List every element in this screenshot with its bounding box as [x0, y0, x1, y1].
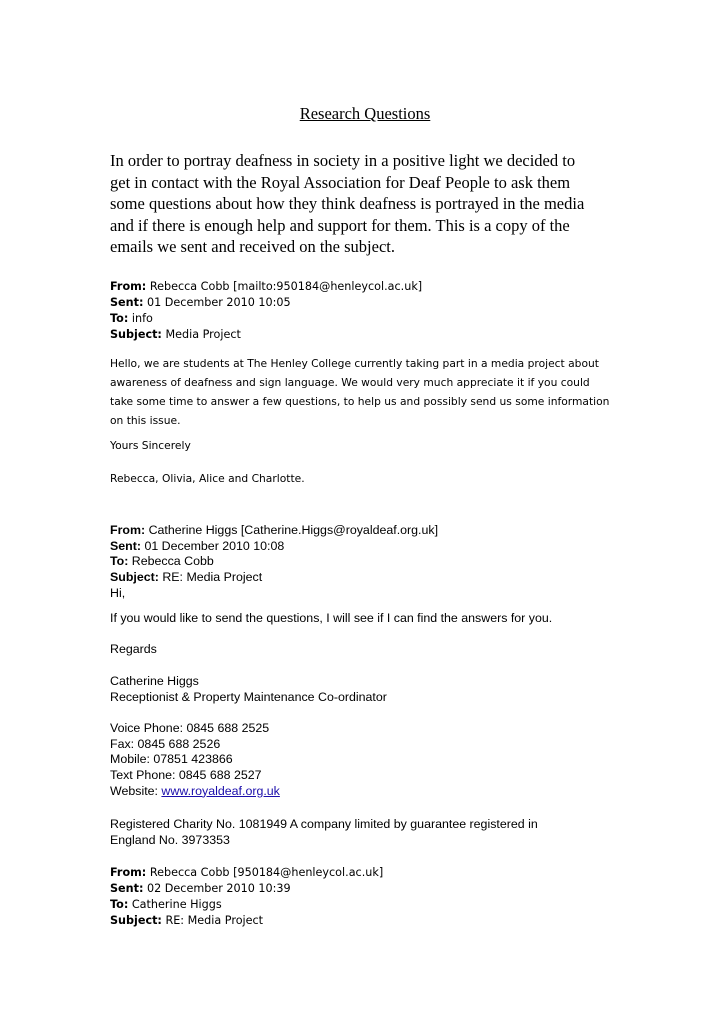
- email2-role: Receptionist & Property Maintenance Co-ordinator: [110, 689, 387, 704]
- email1-closing: Yours Sincerely: [110, 439, 191, 452]
- email3-to: To: Catherine Higgs: [110, 898, 222, 911]
- page-title: Research Questions: [299, 104, 431, 123]
- email2-text-phone: Text Phone: 0845 688 2527: [110, 768, 262, 783]
- email1-body-line: take some time to answer a few questions, to help us and possibly send us some information: [110, 395, 610, 408]
- email2-charity-block: [110, 817, 630, 848]
- email1-header: [110, 279, 630, 343]
- intro-line: get in contact with the Royal Association for Deaf People to ask them: [110, 172, 571, 192]
- email2-body: If you would like to send the questions, I will see if I can find the answers for you.: [110, 611, 553, 625]
- email2-mobile: Mobile: 07851 423866: [110, 752, 233, 767]
- email2-voice-phone: Voice Phone: 0845 688 2525: [110, 721, 270, 735]
- email1-to: To: info: [110, 312, 153, 325]
- website-link[interactable]: www.royaldeaf.org.uk: [161, 783, 280, 798]
- email2-regards: Regards: [110, 642, 157, 656]
- intro-line: In order to portray deafness in society in a positive light we decided to: [110, 151, 576, 170]
- intro-line: some questions about how they think deafness is portrayed in the media: [110, 194, 585, 214]
- email1-subject: Subject: Media Project: [110, 328, 241, 341]
- email1-sent: Sent: 01 December 2010 10:05: [110, 296, 291, 309]
- email1-body-line: on this issue.: [110, 414, 181, 427]
- email3-sent: Sent: 02 December 2010 10:39: [110, 882, 291, 895]
- intro-paragraph: [110, 150, 630, 258]
- email3-subject: Subject: RE: Media Project: [110, 914, 264, 927]
- email2-contact-block: [110, 721, 630, 800]
- email2-sent: Sent: 01 December 2010 10:08: [110, 538, 285, 553]
- email2-from: From: Catherine Higgs [Catherine.Higgs@royaldeaf.org.uk]: [110, 523, 439, 537]
- email2-greeting: Hi,: [110, 585, 126, 600]
- intro-line: emails we sent and received on the subject.: [110, 237, 395, 257]
- charity-line: England No. 3973353: [110, 832, 230, 847]
- email1-body: [110, 354, 630, 430]
- email2-website: Website: www.royaldeaf.org.uk: [110, 783, 280, 798]
- email3-from: From: Rebecca Cobb [950184@henleycol.ac.uk]: [110, 866, 384, 879]
- email2-fax: Fax: 0845 688 2526: [110, 736, 221, 751]
- email2-name: Catherine Higgs: [110, 674, 199, 688]
- email1-signature: Rebecca, Olivia, Alice and Charlotte.: [110, 472, 305, 485]
- email2-to: To: Rebecca Cobb: [110, 554, 214, 569]
- email1-from: From: Rebecca Cobb [mailto:950184@henleycol.ac.uk]: [110, 280, 423, 293]
- email3-header: [110, 865, 630, 929]
- email1-body-line: awareness of deafness and sign language. We would very much appreciate it if you could: [110, 376, 590, 389]
- email2-subject: Subject: RE: Media Project: [110, 570, 263, 585]
- email2-signature-block: [110, 674, 630, 705]
- intro-line: and if there is enough help and support for them. This is a copy of the: [110, 215, 570, 235]
- email1-body-line: Hello, we are students at The Henley College currently taking part in a media project about: [110, 357, 599, 370]
- charity-line: Registered Charity No. 1081949 A company limited by guarantee registered in: [110, 817, 538, 831]
- email2-header: [110, 523, 630, 602]
